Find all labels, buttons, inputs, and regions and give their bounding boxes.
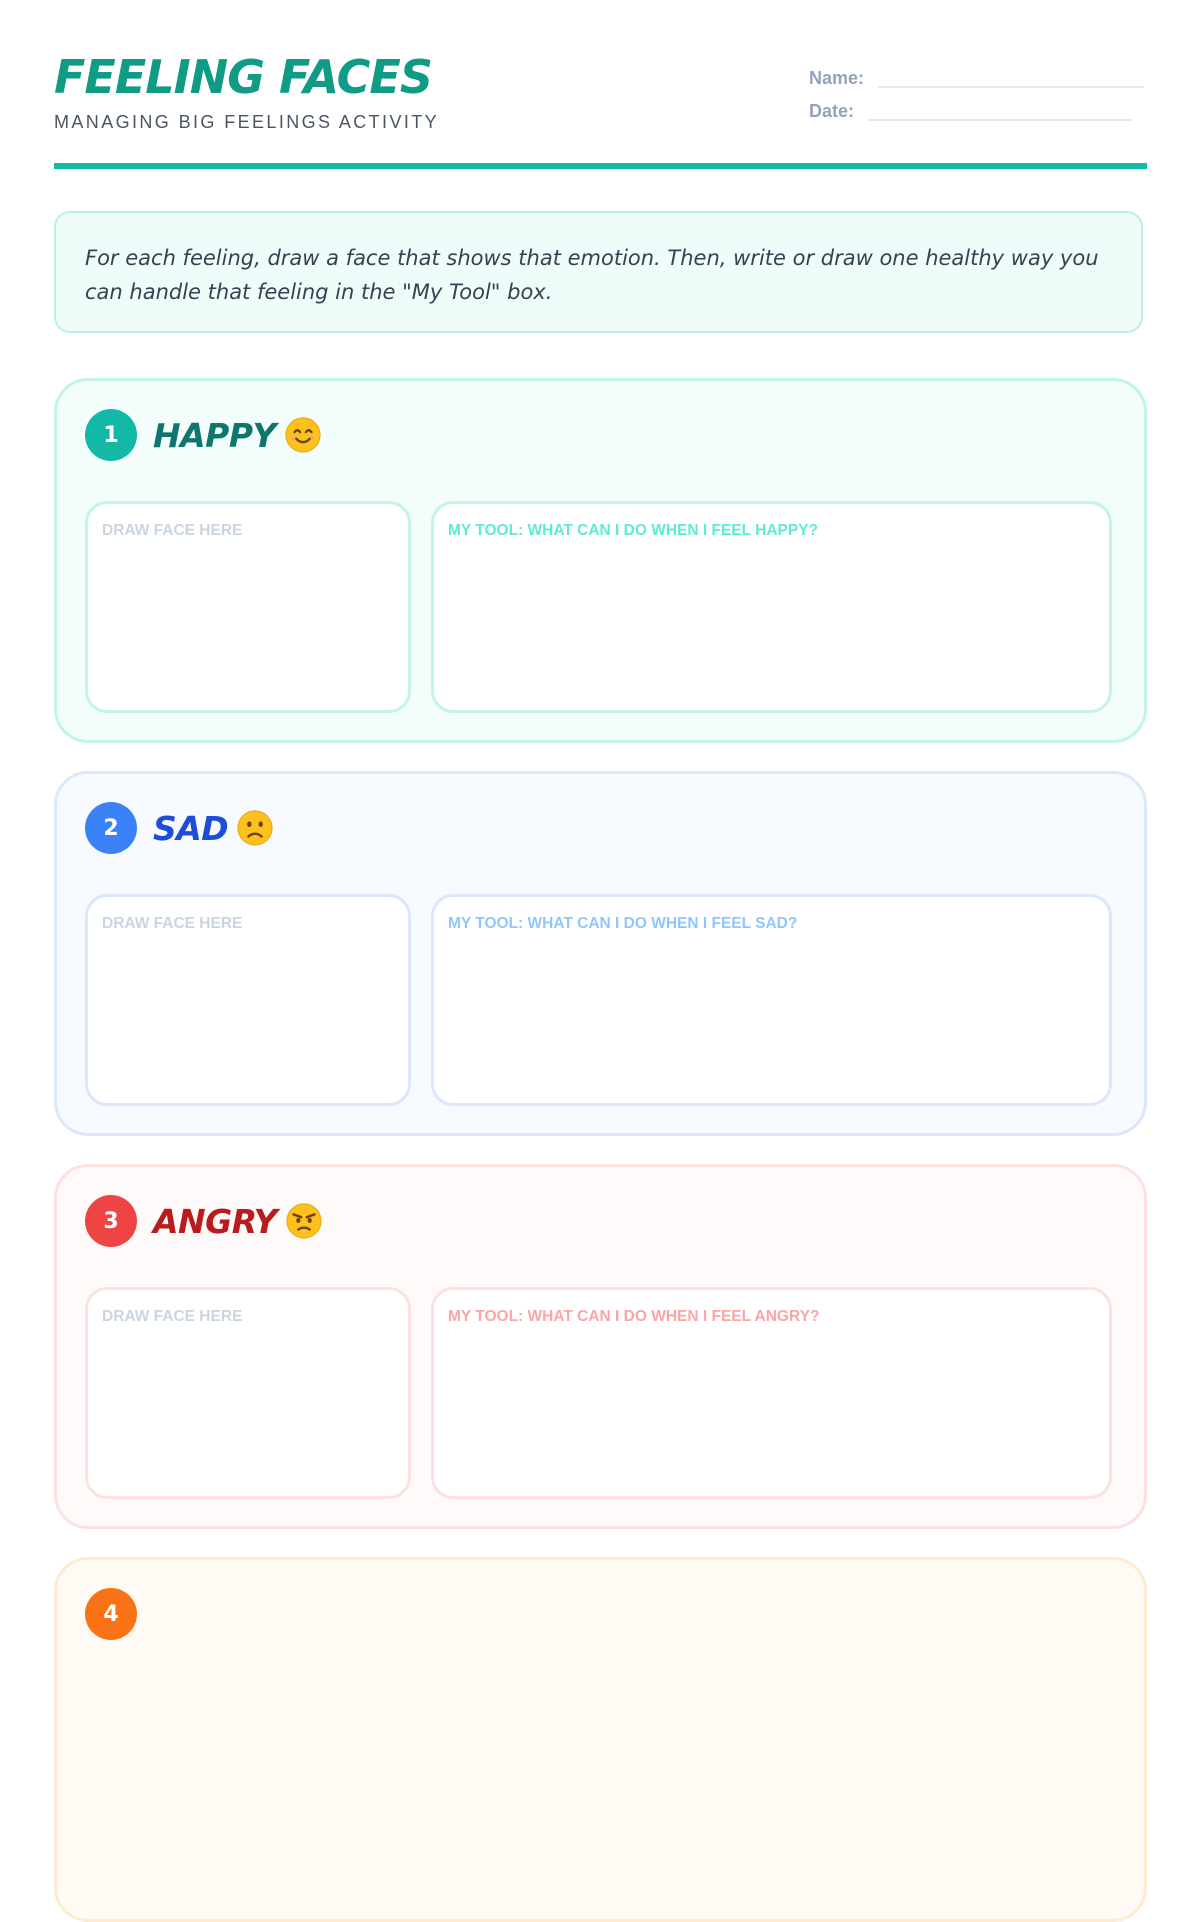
feeling-name: ANGRY — [153, 1201, 278, 1241]
section-number-badge: 4 — [85, 1588, 137, 1640]
feeling-section-angry — [54, 1164, 1147, 1529]
name-blank-line[interactable] — [878, 86, 1144, 88]
draw-face-box[interactable] — [85, 894, 411, 1106]
feeling-heading — [153, 802, 274, 854]
feeling-heading — [153, 409, 322, 461]
smiling-face-icon — [284, 416, 322, 454]
feeling-section-4 — [54, 1557, 1147, 1922]
my-tool-box[interactable] — [431, 894, 1112, 1106]
date-label: Date: — [809, 101, 855, 121]
worksheet-subtitle: MANAGING BIG FEELINGS ACTIVITY — [54, 112, 440, 132]
feeling-name: SAD — [153, 808, 229, 848]
name-field — [809, 68, 1144, 89]
feeling-name: HAPPY — [153, 415, 276, 455]
my-tool-box[interactable] — [431, 501, 1112, 713]
feeling-section-sad — [54, 771, 1147, 1136]
my-tool-label: MY TOOL: WHAT CAN I DO WHEN I FEEL SAD? — [448, 915, 798, 932]
my-tool-box[interactable] — [431, 1287, 1112, 1499]
name-label: Name: — [809, 68, 865, 88]
section-number-badge: 2 — [85, 802, 137, 854]
section-number-badge: 3 — [85, 1195, 137, 1247]
date-field — [809, 101, 1132, 122]
worksheet-page — [54, 0, 1147, 1627]
header-divider — [54, 163, 1147, 169]
worksheet-title: FEELING FACES — [54, 50, 432, 104]
my-tool-label: MY TOOL: WHAT CAN I DO WHEN I FEEL HAPPY? — [448, 522, 818, 539]
feeling-heading — [153, 1195, 323, 1247]
draw-face-box[interactable] — [85, 1287, 411, 1499]
draw-face-label: DRAW FACE HERE — [102, 915, 243, 932]
worksheet-header — [54, 0, 1147, 172]
angry-face-icon — [285, 1202, 323, 1240]
date-blank-line[interactable] — [868, 119, 1132, 121]
feeling-section-happy — [54, 378, 1147, 743]
frowning-face-icon — [236, 809, 274, 847]
instructions-text: For each feeling, draw a face that shows that emotion. Then, write or draw one healthy way you can handle that feeling in the "My Tool" box. — [85, 246, 1099, 304]
draw-face-box[interactable] — [85, 501, 411, 713]
instructions-box — [54, 211, 1143, 333]
draw-face-label: DRAW FACE HERE — [102, 1308, 243, 1325]
draw-face-label: DRAW FACE HERE — [102, 522, 243, 539]
section-number-badge: 1 — [85, 409, 137, 461]
my-tool-label: MY TOOL: WHAT CAN I DO WHEN I FEEL ANGRY? — [448, 1308, 820, 1325]
